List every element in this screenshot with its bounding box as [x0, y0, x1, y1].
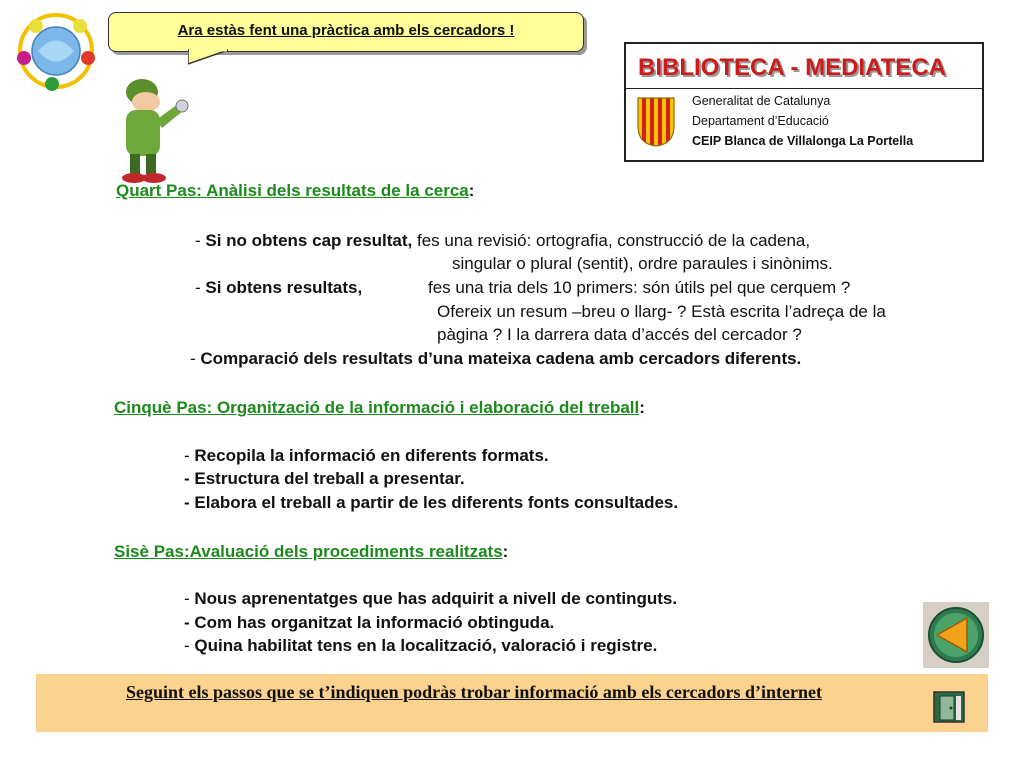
back-arrow-icon [923, 602, 989, 668]
step5-heading-colon: : [639, 398, 645, 417]
bubble-tail [188, 44, 248, 66]
step4-item2-text: fes una tria dels 10 primers: són útils pel que cerquem ? [428, 278, 851, 297]
back-button[interactable] [923, 602, 989, 668]
globe-logo-icon [14, 10, 98, 97]
exit-door-icon [932, 690, 966, 724]
step4-item2-cont2: pàgina ? I la darrera data d’accés del cercador ? [437, 325, 802, 344]
library-title: BIBLIOTECA - MEDIATECA [638, 54, 946, 81]
step6-heading-colon: : [502, 542, 509, 561]
step5-heading-text: Cinquè Pas: Organització de la informació i elaboració del treball [114, 398, 640, 417]
bottom-banner [36, 674, 988, 732]
detective-character-icon [112, 70, 192, 191]
library-line-school: CEIP Blanca de Villalonga La Portella [692, 134, 914, 148]
library-info-box [624, 42, 984, 162]
exit-button[interactable] [932, 690, 966, 724]
step4-item1-bold: Si no obtens cap resultat, [205, 231, 413, 250]
step4-heading-colon: : [468, 181, 475, 200]
step4-item3: - Comparació dels resultats d’una mateixa cadena amb cercadors diferents. [190, 349, 802, 368]
step6-item1: - Nous aprenentatges que has adquirit a nivell de continguts. [184, 589, 678, 608]
step6-item3: - Quina habilitat tens en la localització, valoració i registre. [184, 636, 658, 655]
step4-heading [116, 181, 474, 201]
step4-item1-cont: singular o plural (sentit), ordre paraules i sinònims. [452, 254, 833, 273]
catalonia-shield-icon [636, 96, 676, 148]
step5-item1-text: Recopila la informació en diferents formats. [194, 446, 549, 465]
step5-item3: - Elabora el treball a partir de les diferents fonts consultades. [184, 493, 679, 512]
step4-item1: - Si no obtens cap resultat, fes una revisió: ortografia, construcció de la cadena, [195, 231, 811, 250]
step5-heading [114, 398, 645, 418]
step6-item1-text: Nous aprenentatges que has adquirit a nivell de continguts. [194, 589, 678, 608]
step6-item2-text: Com has organitzat la informació obtinguda. [194, 613, 555, 632]
library-line-generalitat: Generalitat de Catalunya [692, 94, 831, 108]
step4-item2-bold: Si obtens resultats, [205, 278, 363, 297]
bubble-text: Ara estàs fent una pràctica amb els cercadors ! [177, 22, 515, 39]
step5-item1: - Recopila la informació en diferents formats. [184, 446, 549, 465]
speech-bubble [108, 12, 584, 52]
step4-item1-text: fes una revisió: ortografia, construcció de la cadena, [412, 231, 811, 250]
step4-heading-text: Quart Pas: Anàlisi dels resultats de la cerca [116, 181, 469, 200]
step4-item3-text: Comparació dels resultats d’una mateixa cadena amb cercadors diferents. [200, 349, 802, 368]
step6-item2 [184, 613, 554, 633]
step6-item2-dash: - [184, 613, 195, 632]
step4-item2: - Si obtens resultats, [195, 278, 363, 297]
library-line-department: Departament d’Educació [692, 114, 829, 128]
bottom-banner-text: Seguint els passos que se t’indiquen podràs trobar informació amb els cercadors d’internet [126, 682, 823, 702]
library-divider [626, 88, 982, 89]
step4-item2-cont1: Ofereix un resum –breu o llarg- ? Està escrita l’adreça de la [437, 302, 886, 321]
step6-heading [114, 542, 508, 562]
step6-item3-text: Quina habilitat tens en la localització, valoració i registre. [194, 636, 658, 655]
step6-heading-text: Sisè Pas:Avaluació dels procediments realitzats [114, 542, 503, 561]
step5-item2: - Estructura del treball a presentar. [184, 469, 465, 488]
